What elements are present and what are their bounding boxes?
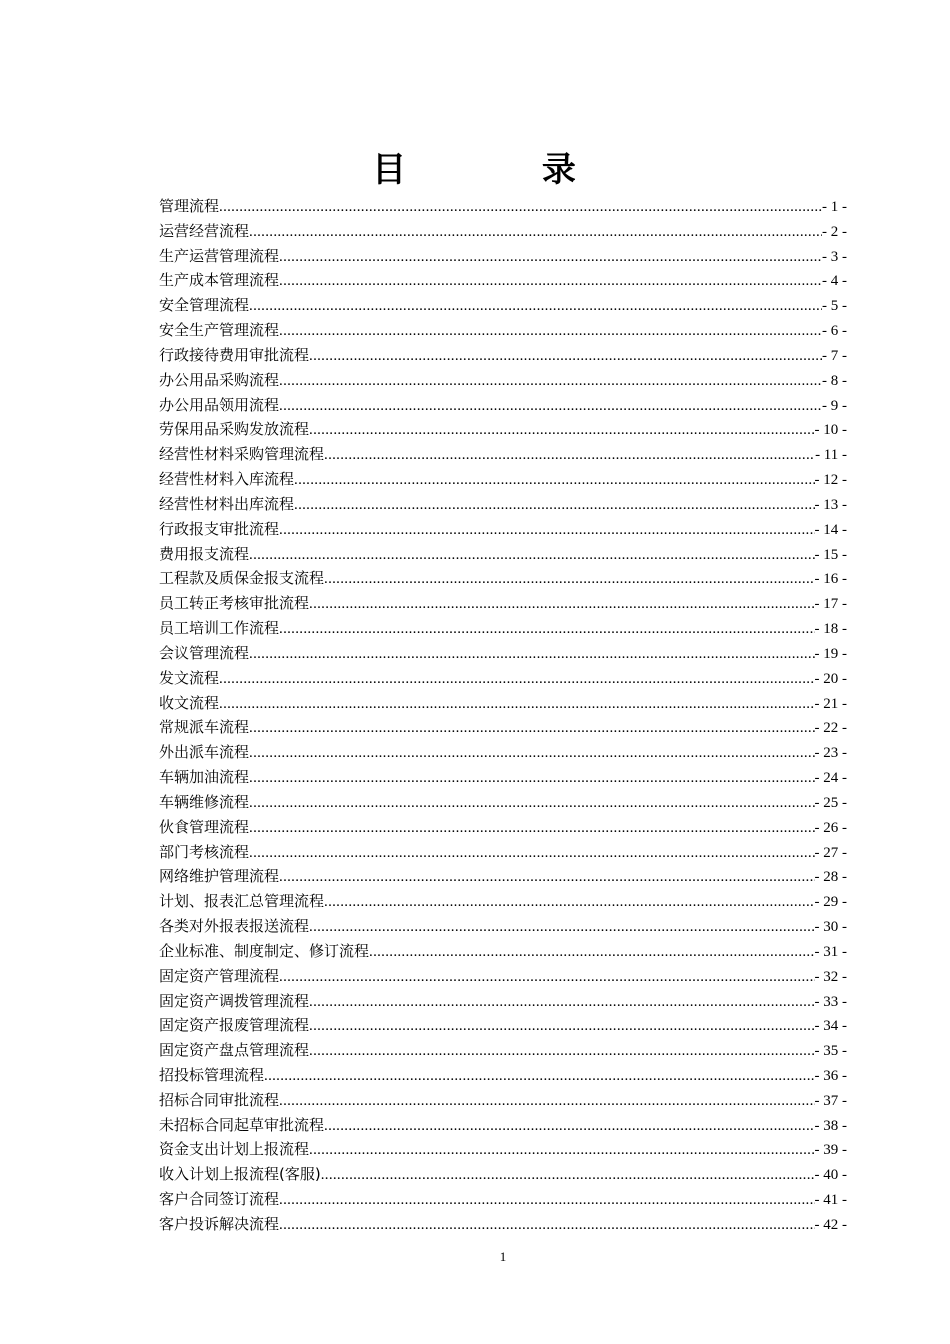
toc-title: 目 录 xyxy=(372,150,638,190)
toc-dot-leader xyxy=(279,1089,814,1113)
toc-entry-label[interactable]: 客户投诉解决流程 xyxy=(159,1214,280,1233)
toc-entry-page-number[interactable]: - 36 - xyxy=(814,1067,847,1084)
toc-dot-leader xyxy=(279,269,822,293)
toc-entry[interactable] xyxy=(159,566,847,591)
page-number: 1 xyxy=(499,1249,507,1264)
toc-entry-label[interactable]: 招投标管理流程 xyxy=(159,1065,265,1084)
toc-entry-page-number[interactable]: - 10 - xyxy=(814,422,847,439)
toc-entry-page-number[interactable]: - 17 - xyxy=(814,596,847,613)
toc-entry-page-number[interactable]: - 6 - xyxy=(822,323,847,340)
toc-dot-leader xyxy=(249,220,822,244)
toc-entry-label[interactable]: 办公用品领用流程 xyxy=(159,395,280,414)
toc-entry-page-number[interactable]: - 30 - xyxy=(814,919,847,936)
toc-entry[interactable] xyxy=(159,889,847,914)
toc-entry[interactable] xyxy=(159,964,847,989)
toc-entry[interactable] xyxy=(159,864,847,889)
toc-dot-leader xyxy=(249,642,814,666)
toc-entry[interactable] xyxy=(159,442,847,467)
toc-dot-leader xyxy=(309,990,814,1014)
toc-dot-leader xyxy=(249,294,822,318)
toc-entry[interactable] xyxy=(159,790,847,815)
toc-entry-label[interactable]: 工程款及质保金报支流程 xyxy=(159,569,325,588)
toc-entry-page-number[interactable]: - 24 - xyxy=(814,770,847,787)
toc-entry[interactable] xyxy=(159,417,847,442)
toc-entry[interactable] xyxy=(159,691,847,716)
toc-dot-leader xyxy=(249,791,814,815)
toc-entry[interactable] xyxy=(159,1088,847,1113)
toc-dot-leader xyxy=(324,890,814,914)
toc-dot-leader xyxy=(279,617,814,641)
toc-dot-leader xyxy=(324,443,815,467)
toc-entry-page-number[interactable]: - 9 - xyxy=(822,397,847,414)
toc-entry-label[interactable]: 固定资产报废管理流程 xyxy=(159,1016,310,1035)
toc-entry-page-number[interactable]: - 40 - xyxy=(814,1167,847,1184)
toc-entry[interactable] xyxy=(159,1187,847,1212)
toc-entry-label[interactable]: 安全管理流程 xyxy=(159,296,250,315)
toc-entry[interactable] xyxy=(159,1113,847,1138)
toc-entry[interactable] xyxy=(159,740,847,765)
toc-dot-leader xyxy=(309,344,822,368)
toc-entry-page-number[interactable]: - 41 - xyxy=(814,1192,847,1209)
toc-entry[interactable] xyxy=(159,368,847,393)
toc-entry[interactable] xyxy=(159,517,847,542)
toc-entry[interactable] xyxy=(159,194,847,219)
toc-dot-leader xyxy=(279,394,822,418)
toc-entry-page-number[interactable]: - 1 - xyxy=(822,199,847,215)
toc-entry-page-number[interactable]: - 11 - xyxy=(815,447,847,464)
toc-entry-page-number[interactable]: - 31 - xyxy=(814,943,847,960)
toc-dot-leader xyxy=(309,418,814,442)
toc-entry-page-number[interactable]: - 3 - xyxy=(822,248,847,265)
toc-dot-leader xyxy=(309,1039,814,1063)
toc-entry[interactable] xyxy=(159,1063,847,1088)
toc-entry-label[interactable]: 行政报支审批流程 xyxy=(159,519,280,538)
toc-entry[interactable] xyxy=(159,467,847,492)
toc-entry[interactable] xyxy=(159,268,847,293)
toc-entry-label[interactable]: 客户合同签订流程 xyxy=(159,1190,280,1209)
toc-entry[interactable] xyxy=(159,715,847,740)
toc-dot-leader xyxy=(321,1163,815,1187)
toc-entry-label[interactable]: 招标合同审批流程 xyxy=(159,1090,280,1109)
toc-dot-leader xyxy=(219,195,822,219)
toc-entry-page-number[interactable]: - 7 - xyxy=(822,347,847,364)
toc-dot-leader xyxy=(309,915,814,939)
toc-entry-page-number[interactable]: - 5 - xyxy=(822,298,847,315)
toc-dot-leader xyxy=(324,1114,814,1138)
toc-entry-label[interactable]: 未招标合同起草审批流程 xyxy=(159,1115,325,1134)
toc-dot-leader xyxy=(249,841,814,865)
toc-entry-label[interactable]: 运营经营流程 xyxy=(159,221,250,240)
toc-entry-page-number[interactable]: - 8 - xyxy=(822,372,847,389)
toc-entry-page-number[interactable]: - 38 - xyxy=(814,1117,847,1134)
toc-dot-leader xyxy=(249,741,814,765)
toc-entry-label[interactable]: 安全生产管理流程 xyxy=(159,321,280,340)
toc-entry[interactable] xyxy=(159,641,847,666)
toc-entry-label[interactable]: 固定资产调拨管理流程 xyxy=(159,991,310,1010)
toc-entry[interactable] xyxy=(159,616,847,641)
toc-dot-leader xyxy=(219,667,814,691)
toc-entry[interactable] xyxy=(159,939,847,964)
toc-dot-leader xyxy=(369,940,814,964)
toc-entry-page-number[interactable]: - 33 - xyxy=(814,993,847,1010)
toc-entry[interactable] xyxy=(159,1162,847,1187)
toc-entry-page-number[interactable]: - 34 - xyxy=(814,1018,847,1035)
toc-entry[interactable] xyxy=(159,492,847,517)
toc-dot-leader xyxy=(309,1014,814,1038)
toc-dot-leader xyxy=(249,766,814,790)
toc-dot-leader xyxy=(249,816,814,840)
toc-entry-page-number[interactable]: - 22 - xyxy=(814,720,847,737)
table-of-contents xyxy=(159,194,847,1237)
toc-entry[interactable] xyxy=(159,1038,847,1063)
toc-entry-page-number[interactable]: - 13 - xyxy=(814,496,847,513)
toc-entry-label[interactable]: 会议管理流程 xyxy=(159,643,250,662)
toc-entry-label[interactable]: 部门考核流程 xyxy=(159,842,250,861)
toc-entry-label[interactable]: 经营性材料出库流程 xyxy=(159,494,295,513)
toc-entry-label[interactable]: 管理流程 xyxy=(159,197,220,215)
toc-entry-page-number[interactable]: - 25 - xyxy=(814,794,847,811)
toc-entry-label[interactable]: 办公用品采购流程 xyxy=(159,370,280,389)
toc-dot-leader xyxy=(279,965,814,989)
toc-entry[interactable] xyxy=(159,343,847,368)
toc-entry-page-number[interactable]: - 26 - xyxy=(814,819,847,836)
toc-entry-page-number[interactable]: - 15 - xyxy=(814,546,847,563)
toc-dot-leader xyxy=(249,543,814,567)
toc-entry-page-number[interactable]: - 4 - xyxy=(822,273,847,290)
toc-dot-leader xyxy=(279,1213,814,1237)
toc-entry-label[interactable]: 生产运营管理流程 xyxy=(159,246,280,265)
toc-entry[interactable] xyxy=(159,666,847,691)
toc-dot-leader xyxy=(249,716,814,740)
toc-entry[interactable] xyxy=(159,765,847,790)
toc-entry-label[interactable]: 员工培训工作流程 xyxy=(159,619,280,638)
toc-dot-leader xyxy=(219,692,814,716)
toc-entry-label[interactable]: 各类对外报表报送流程 xyxy=(159,917,310,936)
toc-entry-label[interactable]: 车辆维修流程 xyxy=(159,792,250,811)
toc-entry[interactable] xyxy=(159,914,847,939)
toc-dot-leader xyxy=(279,865,814,889)
toc-dot-leader xyxy=(279,369,822,393)
toc-entry[interactable] xyxy=(159,1137,847,1162)
toc-entry-page-number[interactable]: - 39 - xyxy=(814,1142,847,1159)
toc-dot-leader xyxy=(279,319,822,343)
toc-entry-label[interactable]: 网络维护管理流程 xyxy=(159,867,280,886)
toc-entry-label[interactable]: 行政接待费用审批流程 xyxy=(159,345,310,364)
toc-entry[interactable] xyxy=(159,244,847,269)
toc-dot-leader xyxy=(279,245,822,269)
toc-entry[interactable] xyxy=(159,293,847,318)
toc-entry-label[interactable]: 固定资产盘点管理流程 xyxy=(159,1041,310,1060)
toc-entry-label[interactable]: 经营性材料入库流程 xyxy=(159,470,295,489)
toc-entry[interactable] xyxy=(159,1212,847,1237)
toc-entry[interactable] xyxy=(159,219,847,244)
toc-entry-page-number[interactable]: - 14 - xyxy=(814,521,847,538)
toc-entry-label[interactable]: 生产成本管理流程 xyxy=(159,271,280,290)
toc-entry[interactable] xyxy=(159,591,847,616)
toc-entry-label[interactable]: 发文流程 xyxy=(159,668,220,687)
toc-entry-page-number[interactable]: - 19 - xyxy=(814,645,847,662)
toc-entry-page-number[interactable]: - 12 - xyxy=(814,472,847,489)
toc-dot-leader xyxy=(279,518,814,542)
toc-dot-leader xyxy=(309,1138,814,1162)
toc-entry-label[interactable]: 员工转正考核审批流程 xyxy=(159,594,310,613)
toc-entry-page-number[interactable]: - 32 - xyxy=(814,968,847,985)
toc-entry[interactable] xyxy=(159,393,847,418)
toc-entry-label[interactable]: 车辆加油流程 xyxy=(159,768,250,787)
toc-dot-leader xyxy=(324,567,814,591)
toc-entry-page-number[interactable]: - 27 - xyxy=(814,844,847,861)
toc-entry-label[interactable]: 经营性材料采购管理流程 xyxy=(159,445,325,464)
toc-entry[interactable] xyxy=(159,1013,847,1038)
toc-entry-page-number[interactable]: - 16 - xyxy=(814,571,847,588)
toc-entry-page-number[interactable]: - 28 - xyxy=(814,869,847,886)
toc-entry-page-number[interactable]: - 37 - xyxy=(814,1092,847,1109)
toc-entry-label[interactable]: 收入计划上报流程(客服) xyxy=(159,1165,321,1184)
toc-entry-page-number[interactable]: - 21 - xyxy=(814,695,847,712)
toc-dot-leader xyxy=(309,592,814,616)
toc-entry-label[interactable]: 伙食管理流程 xyxy=(159,817,250,836)
toc-entry[interactable] xyxy=(159,318,847,343)
toc-entry-label[interactable]: 计划、报表汇总管理流程 xyxy=(159,892,325,911)
toc-entry[interactable] xyxy=(159,840,847,865)
toc-entry-page-number[interactable]: - 42 - xyxy=(814,1216,847,1233)
toc-entry-page-number[interactable]: - 18 - xyxy=(814,621,847,638)
toc-entry-label[interactable]: 费用报支流程 xyxy=(159,544,250,563)
toc-dot-leader xyxy=(264,1064,814,1088)
toc-entry-label[interactable]: 资金支出计划上报流程 xyxy=(159,1140,310,1159)
toc-entry[interactable] xyxy=(159,815,847,840)
toc-dot-leader xyxy=(294,493,814,517)
toc-entry-page-number[interactable]: - 23 - xyxy=(814,745,847,762)
toc-entry[interactable] xyxy=(159,989,847,1014)
toc-entry-label[interactable]: 收文流程 xyxy=(159,693,220,712)
toc-entry-label[interactable]: 常规派车流程 xyxy=(159,718,250,737)
toc-dot-leader xyxy=(279,1188,814,1212)
toc-entry-page-number[interactable]: - 35 - xyxy=(814,1043,847,1060)
toc-entry-page-number[interactable]: - 29 - xyxy=(814,894,847,911)
toc-entry[interactable] xyxy=(159,542,847,567)
toc-entry-page-number[interactable]: - 2 - xyxy=(822,223,847,240)
toc-entry-label[interactable]: 固定资产管理流程 xyxy=(159,966,280,985)
toc-entry-label[interactable]: 企业标准、制度制定、修订流程 xyxy=(159,941,370,960)
toc-entry-page-number[interactable]: - 20 - xyxy=(814,670,847,687)
toc-dot-leader xyxy=(294,468,814,492)
toc-entry-label[interactable]: 劳保用品采购发放流程 xyxy=(159,420,310,439)
toc-entry-label[interactable]: 外出派车流程 xyxy=(159,743,250,762)
